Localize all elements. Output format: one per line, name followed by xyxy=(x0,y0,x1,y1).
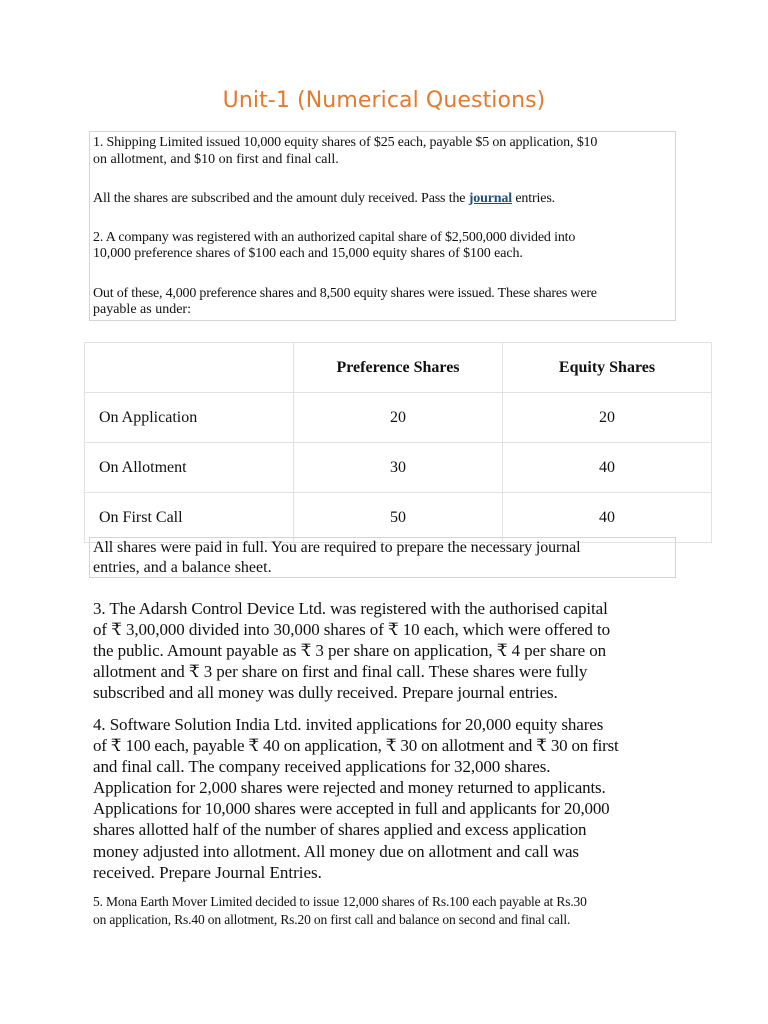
q2-line-3: Out of these, 4,000 preference shares and 8,500 equity shares were issued. These shares were xyxy=(93,286,597,301)
q3-line-1: 3. The Adarsh Control Device Ltd. was registered with the authorised capital xyxy=(93,599,608,618)
q5-line-1: 5. Mona Earth Mover Limited decided to issue 12,000 shares of Rs.100 each payable at Rs.30 xyxy=(93,894,587,909)
q1-line-3-text: All the shares are subscribed and the amount duly received. Pass the xyxy=(93,191,469,206)
row-label: On First Call xyxy=(85,493,294,543)
q4-line-6: shares allotted half of the number of shares applied and excess application xyxy=(93,820,587,839)
q4-line-7: money adjusted into allotment. All money due on allotment and call was xyxy=(93,842,579,861)
preference-value: 30 xyxy=(294,443,503,493)
journal-link[interactable]: journal xyxy=(468,191,513,206)
q4-line-2: of ₹ 100 each, payable ₹ 40 on application, ₹ 30 on allotment and ₹ 30 on first xyxy=(93,736,619,755)
q5-line-2: on application, Rs.40 on allotment, Rs.20 on first call and balance on second and final call. xyxy=(93,912,571,927)
table-header-blank xyxy=(85,343,294,393)
preference-value: 20 xyxy=(294,393,503,443)
q3-line-2: of ₹ 3,00,000 divided into 30,000 shares of ₹ 10 each, which were offered to xyxy=(93,620,610,639)
preference-value: 50 xyxy=(294,493,503,543)
equity-value: 40 xyxy=(503,443,712,493)
q2-after-line-2: entries, and a balance sheet. xyxy=(93,559,272,576)
q3-line-4: allotment and ₹ 3 per share on first and final call. These shares were fully xyxy=(93,662,588,681)
q1-line-2: on allotment, and $10 on first and final call. xyxy=(93,152,339,167)
q1-line-3 xyxy=(93,191,555,207)
table-header-row xyxy=(85,343,712,393)
q3-line-5: subscribed and all money was dully received. Prepare journal entries. xyxy=(93,683,558,702)
q4-line-1: 4. Software Solution India Ltd. invited applications for 20,000 equity shares xyxy=(93,715,604,734)
table-row xyxy=(85,493,712,543)
payment-schedule-table xyxy=(84,342,712,543)
q4-line-3: and final call. The company received applications for 32,000 shares. xyxy=(93,757,551,776)
page-title: Unit-1 (Numerical Questions) xyxy=(222,88,546,113)
equity-value: 40 xyxy=(503,493,712,543)
table-row xyxy=(85,443,712,493)
q2-after-line-1: All shares were paid in full. You are required to prepare the necessary journal xyxy=(93,539,581,556)
q4-line-4: Application for 2,000 shares were rejected and money returned to applicants. xyxy=(93,778,606,797)
table-header-preference: Preference Shares xyxy=(294,343,503,393)
q4-line-5: Applications for 10,000 shares were accepted in full and applicants for 20,000 xyxy=(93,799,610,818)
q1-line-1: 1. Shipping Limited issued 10,000 equity shares of $25 each, payable $5 on application, $10 xyxy=(93,135,598,150)
equity-value: 20 xyxy=(503,393,712,443)
table-header-equity: Equity Shares xyxy=(503,343,712,393)
q3-line-3: the public. Amount payable as ₹ 3 per share on application, ₹ 4 per share on xyxy=(93,641,607,660)
q4-line-8: received. Prepare Journal Entries. xyxy=(93,863,322,882)
q1-line-3-end: entries. xyxy=(512,191,555,206)
q2-line-1: 2. A company was registered with an authorized capital share of $2,500,000 divided into xyxy=(93,230,576,245)
table-row xyxy=(85,393,712,443)
q2-line-2: 10,000 preference shares of $100 each and 15,000 equity shares of $100 each. xyxy=(93,246,523,261)
q2-line-4: payable as under: xyxy=(93,302,191,317)
row-label: On Application xyxy=(85,393,294,443)
row-label: On Allotment xyxy=(85,443,294,493)
